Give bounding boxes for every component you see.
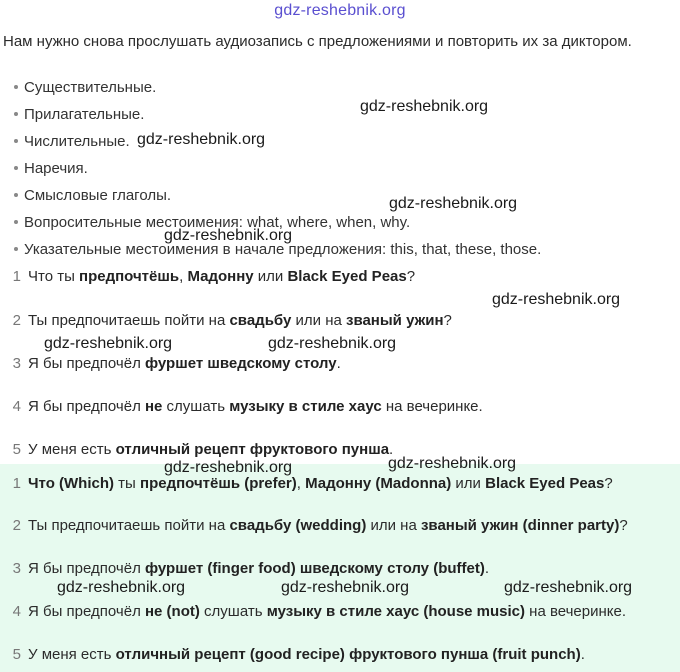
text-fragment: слушать bbox=[162, 398, 230, 415]
bold-fragment: не (not) bbox=[144, 603, 200, 620]
bold-fragment: Что (Which) bbox=[28, 475, 115, 492]
question-row bbox=[0, 351, 341, 377]
watermark: gdz-reshebnik.org bbox=[268, 335, 397, 352]
bold-fragment: свадьбу (wedding) bbox=[229, 517, 367, 534]
text-fragment: ты bbox=[114, 475, 141, 492]
watermark: gdz-reshebnik.org bbox=[164, 227, 293, 244]
watermark: gdz-reshebnik.org bbox=[388, 455, 517, 472]
text-fragment: ? bbox=[443, 312, 452, 329]
watermark: gdz-reshebnik.org bbox=[492, 291, 621, 308]
bold-fragment: фруктового пунша (fruit punch) bbox=[349, 646, 581, 663]
question-number: 5 bbox=[12, 441, 21, 458]
answer-panel bbox=[0, 464, 680, 672]
bold-fragment: званый ужин (dinner party) bbox=[420, 517, 620, 534]
bold-fragment: предпочтёшь (prefer) bbox=[140, 475, 297, 492]
text-fragment: слушать bbox=[199, 603, 267, 620]
text-fragment: ? bbox=[619, 517, 628, 534]
bullet-dot-icon bbox=[14, 85, 18, 89]
answer-row bbox=[0, 471, 613, 497]
bullet-dot-icon bbox=[14, 220, 18, 224]
answer-row bbox=[0, 599, 626, 625]
bold-fragment: не bbox=[144, 398, 163, 415]
answer-row bbox=[0, 513, 628, 539]
answer-number: 4 bbox=[12, 603, 21, 620]
question-text bbox=[28, 398, 483, 415]
bold-fragment: отличный рецепт (good recipe) bbox=[115, 646, 345, 663]
bold-fragment: Мадонну (Madonna) bbox=[305, 475, 452, 492]
text-fragment: или bbox=[451, 475, 486, 492]
bullet-item: Существительные. bbox=[14, 75, 541, 102]
bold-fragment: Мадонну bbox=[187, 268, 254, 285]
bold-fragment: фуршет (finger food) шведскому столу (buffet) bbox=[144, 560, 485, 577]
text-fragment: Ты предпочитаешь пойти на bbox=[28, 517, 230, 534]
question-number: 2 bbox=[12, 312, 21, 329]
text-fragment: или bbox=[253, 268, 288, 285]
answer-text bbox=[28, 646, 585, 663]
text-fragment: У меня есть bbox=[28, 646, 116, 663]
text-fragment: . bbox=[484, 560, 490, 577]
answer-text bbox=[28, 517, 628, 534]
answer-row bbox=[0, 642, 585, 668]
watermark: gdz-reshebnik.org bbox=[389, 195, 518, 212]
text-fragment: У меня есть bbox=[28, 441, 116, 458]
answer-text bbox=[28, 475, 613, 492]
bullet-item: Прилагательные. bbox=[14, 102, 541, 129]
question-number: 4 bbox=[12, 398, 21, 415]
watermark: gdz-reshebnik.org bbox=[164, 459, 293, 476]
bold-fragment: фуршет шведскому столу bbox=[144, 355, 337, 372]
bullet-dot-icon bbox=[14, 193, 18, 197]
bullet-item: Наречия. bbox=[14, 156, 541, 183]
question-row bbox=[0, 264, 415, 290]
watermark: gdz-reshebnik.org bbox=[137, 131, 266, 148]
bold-fragment: Black Eyed Peas bbox=[287, 268, 407, 285]
watermark: gdz-reshebnik.org bbox=[57, 579, 186, 596]
text-fragment: Я бы предпочёл bbox=[28, 560, 145, 577]
bullet-dot-icon bbox=[14, 166, 18, 170]
text-fragment: на вечеринке. bbox=[381, 398, 483, 415]
text-fragment: ? bbox=[604, 475, 613, 492]
text-fragment: Что ты bbox=[28, 268, 80, 285]
question-row bbox=[0, 308, 452, 334]
bold-fragment: музыку в стиле хаус bbox=[229, 398, 382, 415]
text-fragment: . bbox=[336, 355, 341, 372]
question-number: 1 bbox=[12, 268, 21, 285]
answer-text bbox=[28, 603, 626, 620]
bullet-dot-icon bbox=[14, 139, 18, 143]
bullet-item: Вопросительные местоимения: what, where, when, why. bbox=[14, 210, 541, 237]
text-fragment: , bbox=[179, 268, 188, 285]
text-fragment: . bbox=[580, 646, 585, 663]
bullet-dot-icon bbox=[14, 247, 18, 251]
bold-fragment: званый ужин bbox=[345, 312, 444, 329]
bullet-item: Смысловые глаголы. bbox=[14, 183, 541, 210]
question-text bbox=[28, 312, 452, 329]
text-fragment: , bbox=[296, 475, 306, 492]
text-fragment: или на bbox=[291, 312, 346, 329]
question-number: 3 bbox=[12, 355, 21, 372]
bold-fragment: предпочтёшь bbox=[79, 268, 180, 285]
text-fragment: ? bbox=[406, 268, 416, 285]
question-text bbox=[28, 268, 415, 285]
answer-number: 5 bbox=[12, 646, 21, 663]
question-text bbox=[28, 441, 393, 458]
site-header: gdz-reshebnik.org bbox=[274, 2, 406, 19]
text-fragment: Ты предпочитаешь пойти на bbox=[28, 312, 230, 329]
answer-number: 3 bbox=[12, 560, 21, 577]
watermark: gdz-reshebnik.org bbox=[360, 98, 489, 115]
intro-text: Нам нужно снова прослушать аудиозапись с предложениями и повторить их за диктором. bbox=[3, 33, 632, 50]
answer-text bbox=[28, 560, 489, 577]
watermark: gdz-reshebnik.org bbox=[504, 579, 633, 596]
answer-number: 1 bbox=[12, 475, 21, 492]
bold-fragment: свадьбу bbox=[229, 312, 292, 329]
text-fragment: Я бы предпочёл bbox=[28, 603, 145, 620]
text-fragment: или на bbox=[366, 517, 421, 534]
answer-number: 2 bbox=[12, 517, 21, 534]
watermark: gdz-reshebnik.org bbox=[44, 335, 173, 352]
bullet-item: Указательные местоимения в начале предложения: this, that, these, those. bbox=[14, 237, 541, 264]
text-fragment: на вечеринке. bbox=[525, 603, 627, 620]
bullet-item: Числительные. bbox=[14, 129, 541, 156]
question-text bbox=[28, 355, 341, 372]
bold-fragment: музыку в стиле хаус (house music) bbox=[266, 603, 526, 620]
bullet-dot-icon bbox=[14, 112, 18, 116]
text-fragment: Я бы предпочёл bbox=[28, 398, 145, 415]
text-fragment: Я бы предпочёл bbox=[28, 355, 145, 372]
bold-fragment: Black Eyed Peas bbox=[485, 475, 605, 492]
question-row bbox=[0, 394, 483, 420]
bold-fragment: отличный рецепт фруктового пунша bbox=[115, 441, 390, 458]
watermark: gdz-reshebnik.org bbox=[281, 579, 410, 596]
text-fragment: . bbox=[389, 441, 394, 458]
